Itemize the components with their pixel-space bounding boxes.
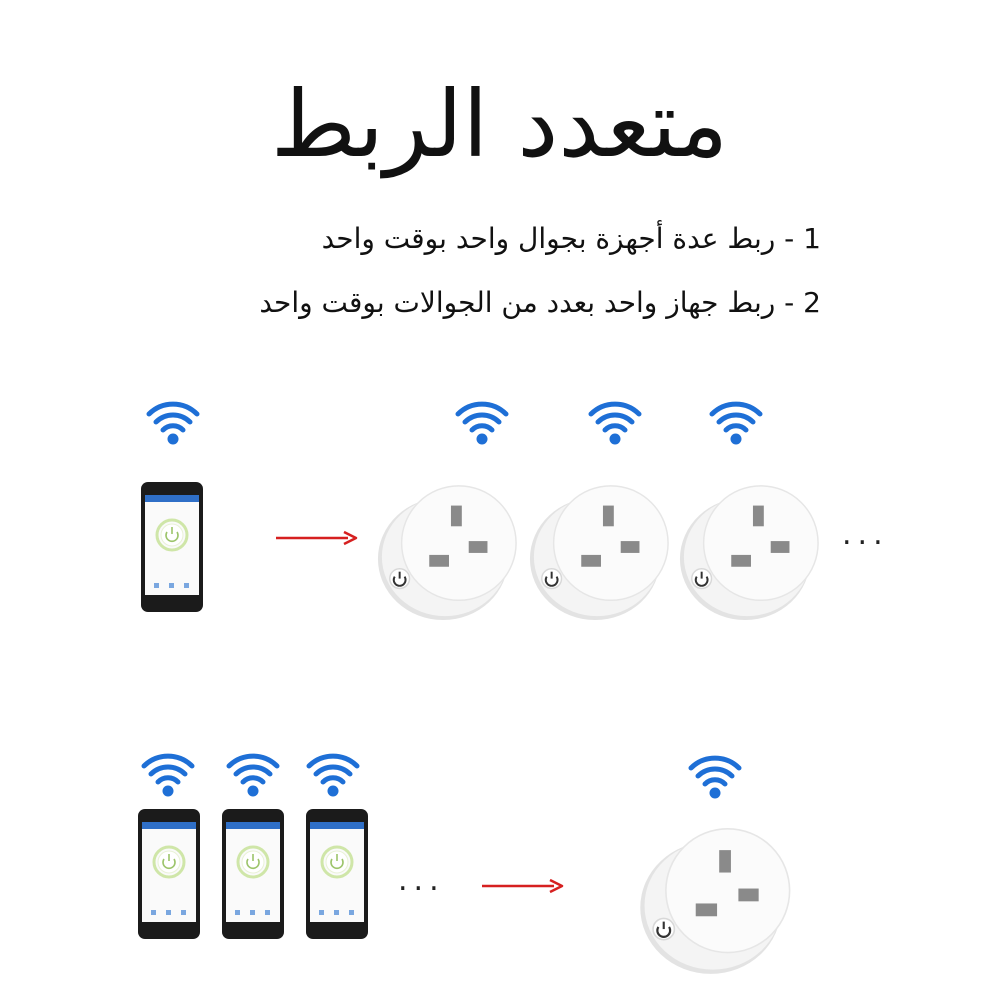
smart-plug-icon [374, 474, 522, 622]
arrow-right-icon [480, 878, 564, 894]
more-ellipsis: ... [842, 517, 889, 552]
smartphone-icon [137, 808, 201, 940]
smartphone-icon [140, 481, 204, 613]
wifi-icon [588, 400, 642, 446]
wifi-icon [709, 400, 763, 446]
page-title: متعدد الربط [270, 71, 729, 178]
smart-plug-icon [676, 474, 824, 622]
smart-plug-icon [526, 474, 674, 622]
wifi-icon [455, 400, 509, 446]
wifi-icon [688, 754, 742, 800]
smartphone-icon [305, 808, 369, 940]
feature-line-1: 1 - ربط عدة أجهزة بجوال واحد بوقت واحد [321, 222, 821, 255]
wifi-icon [226, 752, 280, 798]
smart-plug-icon [636, 816, 796, 976]
smartphone-icon [221, 808, 285, 940]
more-ellipsis: ... [398, 863, 445, 898]
feature-line-2: 2 - ربط جهاز واحد بعدد من الجوالات بوقت واحد [259, 286, 821, 319]
wifi-icon [141, 752, 195, 798]
wifi-icon [306, 752, 360, 798]
arrow-right-icon [274, 530, 358, 546]
wifi-icon [146, 400, 200, 446]
